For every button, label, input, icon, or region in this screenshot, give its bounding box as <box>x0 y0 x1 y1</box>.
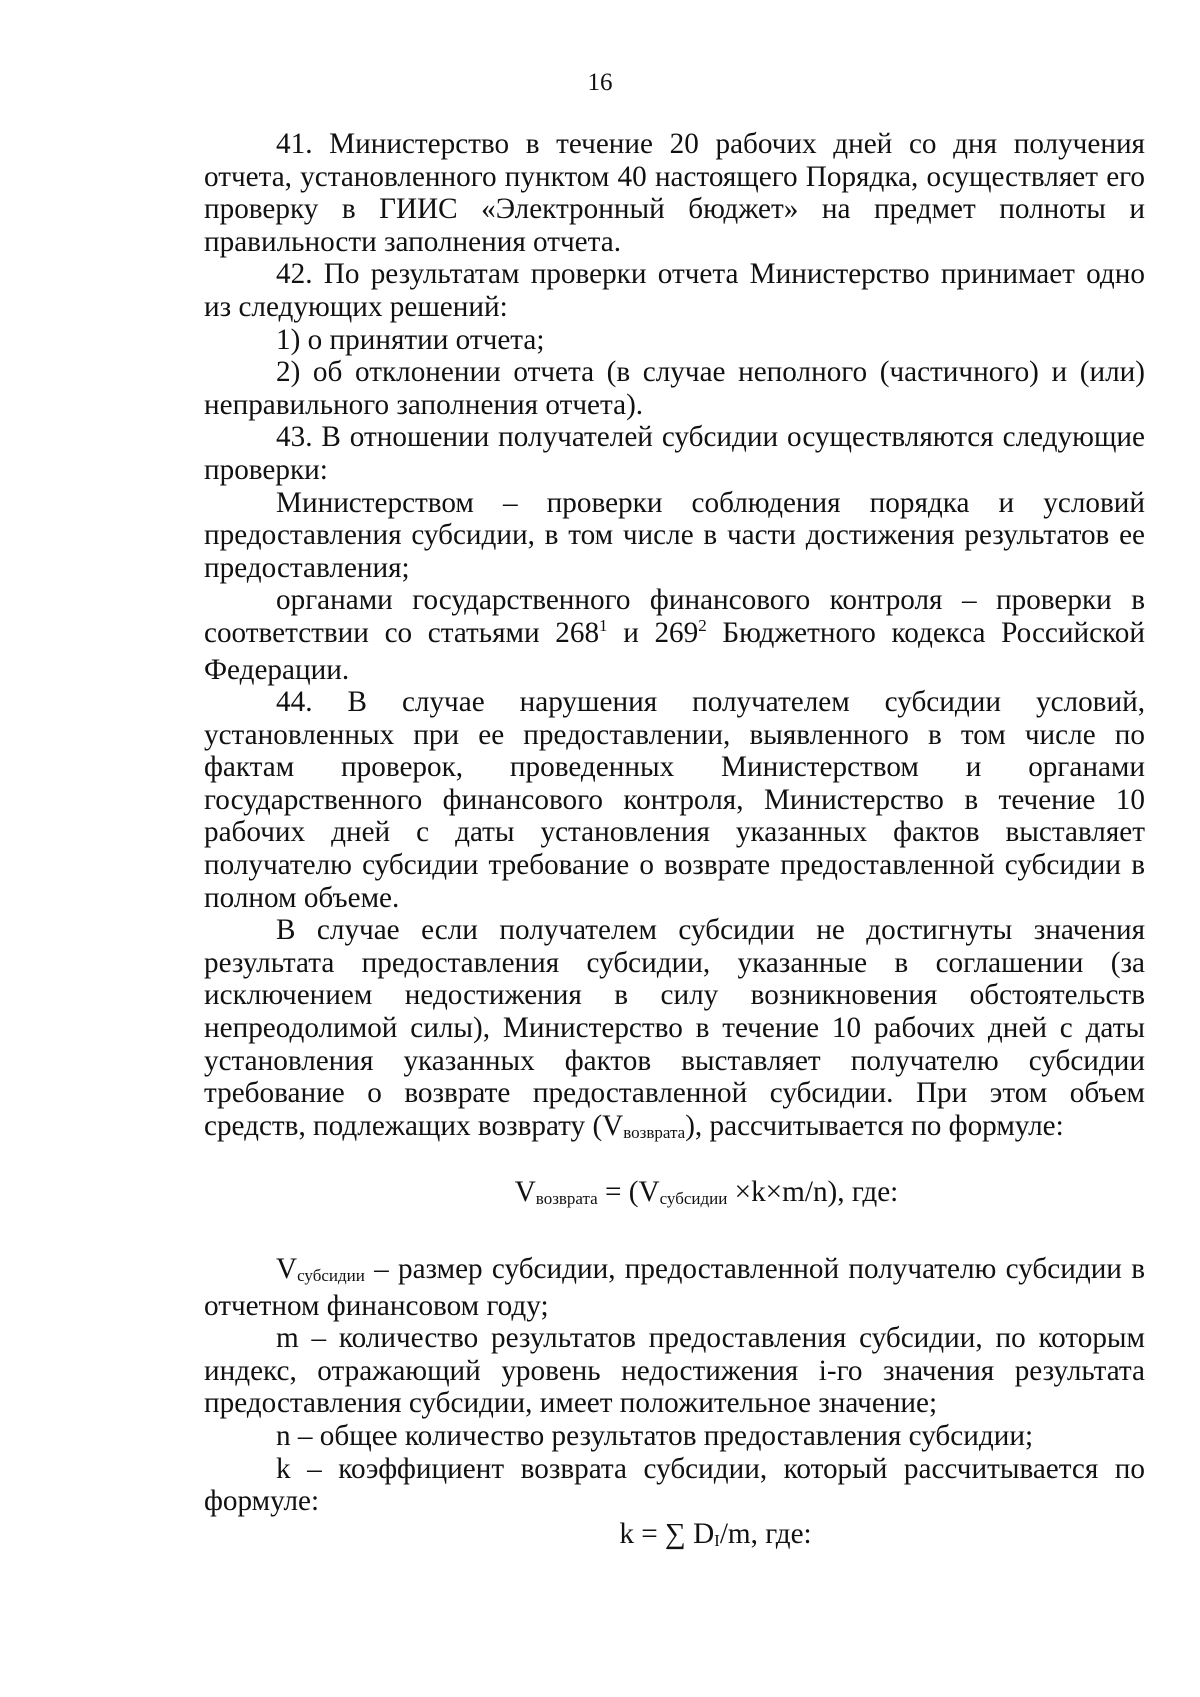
article-268-superscript: 1 <box>599 615 608 635</box>
return-coefficient-formula <box>204 1518 1145 1555</box>
coefficient-formula-subscript: I <box>714 1530 720 1550</box>
paragraph-43-control-checks <box>204 584 1145 686</box>
definition-v-symbol: V <box>276 1253 298 1285</box>
coefficient-formula-end: /m, где: <box>719 1517 812 1550</box>
paragraph-42-item-1: 1) о принятии отчета; <box>276 323 545 356</box>
definition-v-text: – размер субсидии, предоставленной получателю субсидии в отчетном финансовом году; <box>204 1253 1145 1322</box>
paragraph-44: 44. В случае нарушения получателем субсидии условий, установленных при ее предоставлении, выявленного в том числе по фактам проверок, проведенных Министерством и органами государственного финансового контроля, Министерство в течение 10 рабочих дней с даты установления указанных фактов выставляет получателю субсидии требование о возврате предоставленной субсидии в полном объеме. <box>204 686 1145 914</box>
coefficient-formula-start: k = ∑ D <box>619 1517 715 1550</box>
second-paragraph-text-end: ), рассчитывается по формуле: <box>685 1109 1064 1142</box>
paragraph-42: 42. По результатам проверки отчета Министерство принимает одно из следующих решений: <box>204 258 1145 323</box>
paragraph-44-second <box>204 914 1145 1146</box>
definition-v-subsidy <box>204 1253 1145 1322</box>
second-paragraph-text-start: В случае если получателем субсидии не достигнуты значения результата предоставления субсидии, указанные в соглашении (за исключением недостижения в силу возникновения обстоятельств непреодолимой силы), Министерство в течение 10 рабочих дней с даты установления указанных фактов выставляет получателю субсидии требование о возврате предоставленной субсидии. При этом объем средств, подлежащих возврату (V <box>204 914 1145 1142</box>
definition-v-subscript: субсидии <box>297 1266 365 1285</box>
formula-rest: ×k×m/n), где: <box>727 1176 899 1209</box>
v-return-subscript: возврата <box>623 1122 686 1142</box>
formula-equals-part: = (V <box>597 1176 660 1209</box>
paragraph-42-item-2: 2) об отклонении отчета (в случае неполного (частичного) и (или) неправильного заполнения отчета). <box>204 356 1145 421</box>
formula-v-symbol: V <box>514 1176 536 1209</box>
definition-k: k – коэффициент возврата субсидии, который рассчитывается по формуле: <box>204 1452 1145 1518</box>
formula-subsidy-subscript: субсидии <box>659 1189 728 1209</box>
formula-return-subscript: возврата <box>535 1189 598 1209</box>
control-checks-text-end: Бюджетного кодекса Российской Федерации. <box>204 616 1145 686</box>
control-checks-text-middle: и 269 <box>607 616 699 649</box>
paragraph-43: 43. В отношении получателей субсидии осуществляются следующие проверки: <box>204 421 1145 486</box>
document-body <box>204 128 1145 1554</box>
article-269-superscript: 2 <box>698 615 707 635</box>
definition-m: m – количество результатов предоставления субсидии, по которым индекс, отражающий уровень недостижения i-го значения результата предоставления субсидии, имеет положительное значение; <box>204 1322 1145 1420</box>
definition-n: n – общее количество результатов предоставления субсидии; <box>276 1419 1034 1452</box>
page-number: 16 <box>587 69 613 96</box>
paragraph-41: 41. Министерство в течение 20 рабочих дней со дня получения отчета, установленного пунктом 40 настоящего Порядка, осуществляет его проверку в ГИИС «Электронный бюджет» на предмет полноты и правильности заполнения отчета. <box>204 128 1145 258</box>
return-volume-formula <box>204 1176 1145 1213</box>
control-checks-text-start: органами государственного финансового контроля – проверки в соответствии со статьями 268 <box>204 584 1145 649</box>
paragraph-43-ministry-checks: Министерством – проверки соблюдения порядка и условий предоставления субсидии, в том числе в части достижения результатов ее предоставления; <box>204 486 1145 584</box>
